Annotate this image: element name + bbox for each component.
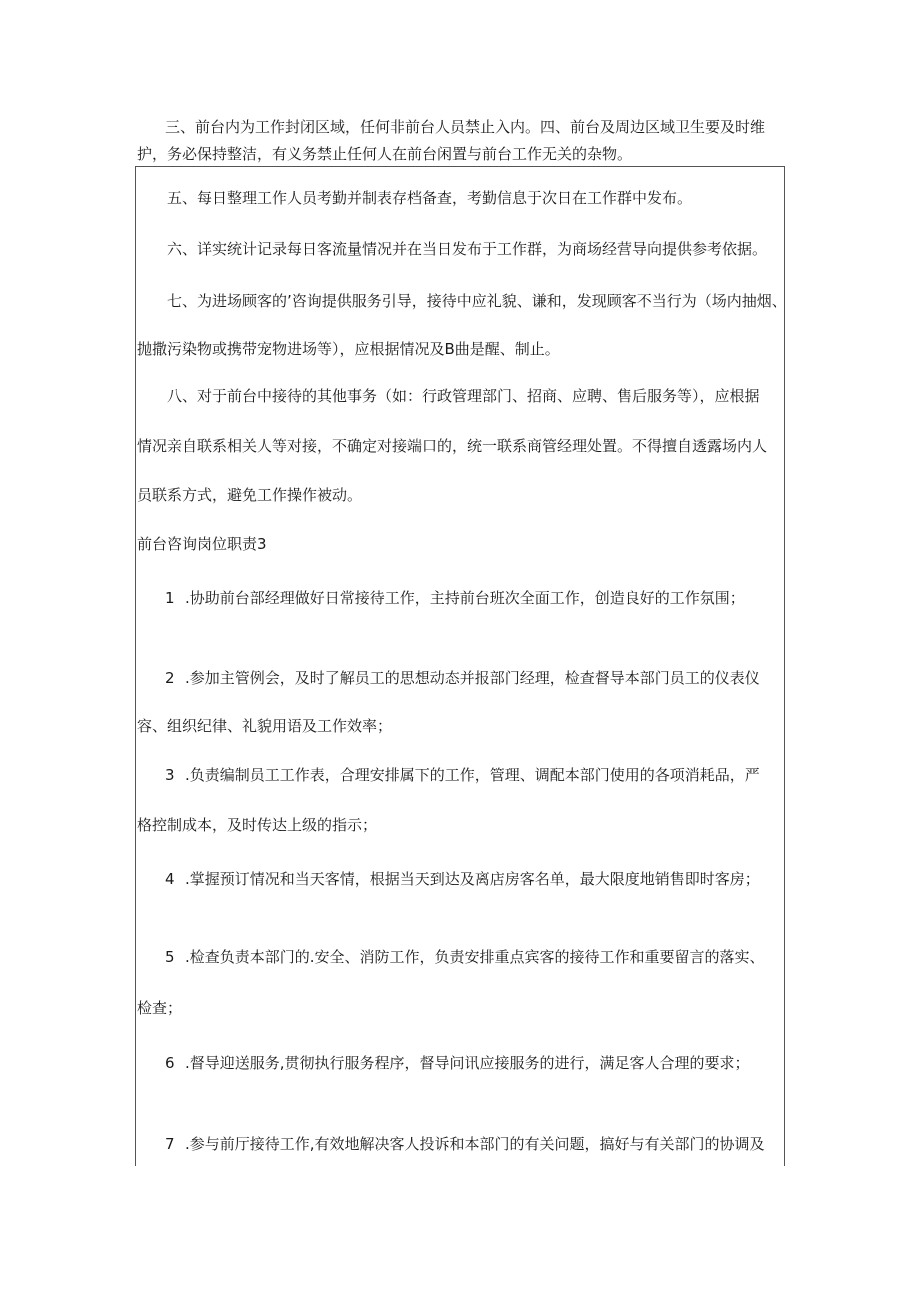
item-2-line-2: 容、组织纪律、礼貌用语及工作效率； [137, 717, 393, 735]
paragraph-8-line-2: 情况亲自联系相关人等对接，不确定对接端口的，统一联系商管经理处置。不得擅自透露场内人 [137, 437, 768, 455]
paragraph-7-line-1: 七、为进场顾客的’咨询提供服务引导，接待中应礼貌、谦和，发现顾客不当行为（场内抽烟、 [167, 292, 787, 310]
item-3-line-1: .负责编制员工工作表，合理安排属下的工作，管理、调配本部门使用的各项消耗品，严 [185, 766, 760, 784]
paragraph-8-line-1: 八、对于前台中接待的其他事务（如：行政管理部门、招商、应聘、售后服务等），应根据 [167, 387, 760, 405]
item-4-number: 4 [165, 870, 175, 888]
item-7-line-1: .参与前厅接待工作,有效地解决客人投诉和本部门的有关问题，搞好与有关部门的协调及 [185, 1135, 765, 1153]
item-1-number: 1 [165, 589, 175, 607]
item-5-line-1: .检查负责本部门的.安全、消防工作，负责安排重点宾客的接待工作和重要留言的落实、 [185, 948, 765, 966]
item-6-number: 6 [165, 1054, 175, 1072]
paragraph-8-line-3: 员联系方式，避免工作操作被动。 [137, 486, 363, 504]
item-3-number: 3 [165, 766, 175, 784]
paragraph-5: 五、每日整理工作人员考勤并制表存档备查，考勤信息于次日在工作群中发布。 [167, 189, 693, 207]
paragraph-3-line-1: 三、前台内为工作封闭区域，任何非前台人员禁止入内。四、前台及周边区域卫生要及时维 [165, 118, 766, 136]
item-1-line-1: .协助前台部经理做好日常接待工作，主持前台班次全面工作，创造良好的工作氛围； [185, 589, 745, 607]
item-7-number: 7 [165, 1135, 175, 1153]
item-4-line-1: .掌握预订情况和当天客情，根据当天到达及离店房客名单，最大限度地销售即时客房； [185, 870, 760, 888]
paragraph-6: 六、详实统计记录每日客流量情况并在当日发布于工作群，为商场经营导向提供参考依据。 [167, 240, 768, 258]
item-5-number: 5 [165, 948, 175, 966]
paragraph-3-line-2: 护，务必保持整洁，有义务禁止任何人在前台闲置与前台工作无关的杂物。 [137, 145, 633, 163]
item-2-number: 2 [165, 669, 175, 687]
paragraph-7-line-2: 抛撒污染物或携带宠物进场等），应根据情况及B曲是醒、制止。 [137, 340, 560, 358]
item-2-line-1: .参加主管例会，及时了解员工的思想动态并报部门经理，检查督导本部门员工的仪表仪 [185, 669, 760, 687]
item-6-line-1: .督导迎送服务,贯彻执行服务程序，督导问讯应接服务的进行，满足客人合理的要求； [185, 1054, 750, 1072]
item-3-line-2: 格控制成本，及时传达上级的指示； [137, 816, 378, 834]
section-heading: 前台咨询岗位职责3 [137, 535, 267, 553]
item-5-line-2: 检查； [137, 999, 183, 1017]
